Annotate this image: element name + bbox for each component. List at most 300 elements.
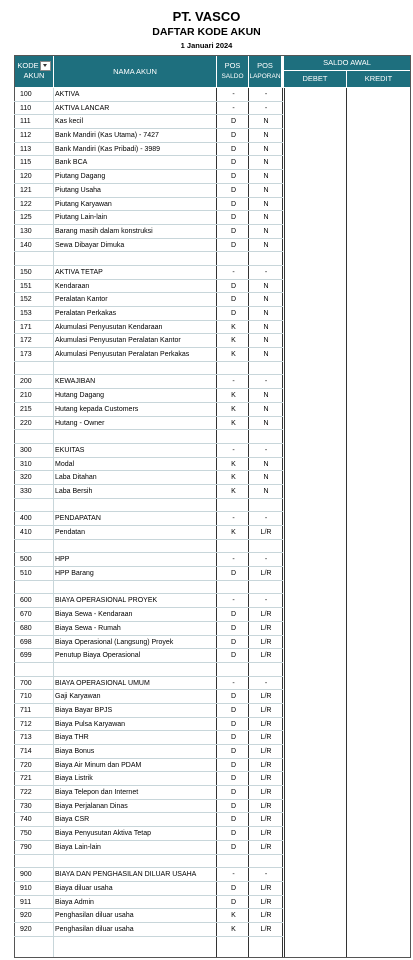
account-code: 711 <box>20 706 32 714</box>
account-code: 400 <box>20 515 32 523</box>
account-code: 200 <box>20 378 32 386</box>
pos-laporan: N <box>263 392 269 400</box>
account-name: Biaya Sewa - Rumah <box>55 624 121 632</box>
pos-saldo: D <box>230 761 237 769</box>
account-code: 750 <box>20 830 32 838</box>
table-row[interactable] <box>14 444 411 458</box>
account-name <box>55 855 215 869</box>
pos-laporan: L/R <box>260 761 272 769</box>
table-row[interactable] <box>14 471 411 485</box>
pos-saldo: D <box>230 734 237 742</box>
account-name: Peralatan Kantor <box>55 296 108 304</box>
pos-laporan: N <box>263 214 269 222</box>
pos-laporan: L/R <box>260 570 272 578</box>
account-name: Penghasilan diluar usaha <box>55 925 134 933</box>
account-name: Biaya diluar usaha <box>55 884 113 892</box>
table-row[interactable] <box>14 225 411 239</box>
account-name: Gaji Karyawan <box>55 693 101 701</box>
account-name: Penutup Biaya Operasional <box>55 652 141 660</box>
pos-saldo <box>218 430 249 444</box>
pos-saldo: D <box>230 830 237 838</box>
pos-laporan: N <box>263 419 269 427</box>
table-row[interactable] <box>14 731 411 745</box>
account-code: 911 <box>20 898 32 906</box>
account-name: Pendatan <box>55 529 85 536</box>
account-name: Biaya Admin <box>55 898 94 906</box>
table-row[interactable] <box>14 362 411 376</box>
account-code: 900 <box>20 871 32 879</box>
account-code: 714 <box>20 748 32 755</box>
pos-saldo: D <box>230 706 237 714</box>
table-row[interactable] <box>14 143 411 157</box>
account-name: Hutang - Owner <box>55 419 105 427</box>
pos-laporan <box>250 362 282 376</box>
document-date: 1 Januari 2024 <box>180 41 233 50</box>
pos-laporan: N <box>263 310 269 317</box>
pos-laporan: L/R <box>260 693 272 701</box>
table-row[interactable] <box>14 800 411 814</box>
pos-laporan: L/R <box>260 843 272 851</box>
account-name: BIAYA OPERASIONAL UMUM <box>55 679 150 687</box>
pos-laporan: N <box>263 132 269 140</box>
account-name: Bank Mandiri (Kas Utama) - 7427 <box>55 132 159 140</box>
table-row[interactable] <box>14 923 411 937</box>
account-name: BIAYA DAN PENGHASILAN DILUAR USAHA <box>55 871 197 879</box>
pos-saldo: D <box>230 802 237 810</box>
pos-laporan: L/R <box>260 748 272 755</box>
pos-laporan: N <box>263 351 269 359</box>
account-code: 790 <box>20 843 32 851</box>
pos-saldo: - <box>232 91 235 98</box>
pos-saldo: K <box>231 474 236 482</box>
account-code: 310 <box>20 460 32 468</box>
pos-saldo: D <box>230 296 237 304</box>
account-name: Biaya CSR <box>55 816 90 824</box>
account-name <box>55 581 215 595</box>
account-name: Biaya Air Minum dan PDAM <box>55 761 142 769</box>
account-name: Penghasilan diluar usaha <box>55 912 134 920</box>
account-name <box>55 663 215 677</box>
table-row[interactable] <box>14 677 411 691</box>
pos-saldo: - <box>232 515 235 523</box>
table-row[interactable] <box>14 307 411 321</box>
table-row[interactable] <box>14 88 411 102</box>
account-code: 122 <box>20 200 32 208</box>
account-code: 100 <box>20 91 32 98</box>
account-name: Biaya THR <box>55 734 89 742</box>
pos-saldo: D <box>230 843 237 851</box>
pos-saldo: - <box>232 556 235 564</box>
pos-laporan: L/R <box>260 638 272 646</box>
account-code <box>20 540 50 554</box>
pos-laporan: N <box>263 145 269 153</box>
account-name: Kendaraan <box>55 282 90 290</box>
pos-saldo: D <box>230 638 237 646</box>
table-row[interactable] <box>14 827 411 841</box>
table-row[interactable] <box>14 526 411 540</box>
account-code: 722 <box>20 789 32 797</box>
table-row[interactable] <box>14 184 411 198</box>
pos-saldo: - <box>232 268 235 276</box>
account-name: AKTIVA <box>55 91 80 98</box>
table-row[interactable] <box>14 759 411 773</box>
account-name <box>55 540 215 554</box>
pos-laporan: L/R <box>260 624 272 632</box>
table-row[interactable] <box>14 663 411 677</box>
account-name <box>55 430 215 444</box>
account-code: 120 <box>20 173 32 181</box>
pos-laporan: - <box>264 446 268 454</box>
account-code: 112 <box>20 132 32 140</box>
pos-saldo: - <box>232 446 235 454</box>
account-code: 140 <box>20 241 32 249</box>
account-name: KEWAJIBAN <box>55 378 96 386</box>
table-row[interactable] <box>14 334 411 348</box>
account-code: 171 <box>20 323 32 331</box>
table-row[interactable] <box>14 772 411 786</box>
table-row[interactable] <box>14 239 411 253</box>
account-name: Biaya Pulsa Karyawan <box>55 720 126 728</box>
pos-saldo: D <box>230 159 237 167</box>
pos-saldo: - <box>232 679 235 687</box>
table-row[interactable] <box>14 252 411 266</box>
account-name: Hutang Dagang <box>55 392 105 400</box>
filter-dropdown-icon[interactable] <box>40 61 51 71</box>
pos-saldo <box>218 252 249 266</box>
account-name: Kas kecil <box>55 118 84 126</box>
account-name: Biaya Telepon dan Internet <box>55 789 139 797</box>
account-name: Biaya Penyusutan Aktiva Tetap <box>55 830 151 838</box>
account-name: AKTIVA TETAP <box>55 268 103 276</box>
account-code: 713 <box>20 734 32 742</box>
account-code: 680 <box>20 624 32 632</box>
pos-saldo: D <box>230 186 237 194</box>
pos-saldo: K <box>231 351 236 359</box>
account-name: Laba Bersih <box>55 487 93 495</box>
account-code: 113 <box>20 145 32 153</box>
pos-saldo: K <box>231 337 236 345</box>
pos-saldo: D <box>230 173 237 181</box>
pos-saldo: D <box>230 118 237 126</box>
pos-saldo: D <box>230 789 237 797</box>
account-code <box>20 499 50 513</box>
pos-saldo: D <box>230 652 237 660</box>
pos-saldo: D <box>230 145 237 153</box>
table-row[interactable] <box>14 608 411 622</box>
account-name: Biaya Bayar BPJS <box>55 706 113 714</box>
account-name: Biaya Sewa - Kendaraan <box>55 611 133 619</box>
table-row[interactable] <box>14 293 411 307</box>
account-code <box>20 252 50 266</box>
pos-laporan: L/R <box>260 611 272 619</box>
pos-saldo: K <box>231 529 236 536</box>
account-name: Bank BCA <box>55 159 88 167</box>
pos-saldo: K <box>231 323 236 331</box>
table-row[interactable] <box>14 745 411 759</box>
table-row[interactable] <box>14 485 411 499</box>
account-code: 215 <box>20 405 32 413</box>
header-pos-laporan: POS LAPORAN <box>249 56 281 87</box>
table-row[interactable] <box>14 786 411 800</box>
account-name: Biaya Perjalanan Dinas <box>55 802 128 810</box>
account-name: Modal <box>55 460 75 468</box>
account-code: 740 <box>20 816 32 824</box>
pos-saldo: D <box>230 898 237 906</box>
pos-saldo: D <box>230 693 237 701</box>
table-row[interactable] <box>14 882 411 896</box>
table-row[interactable] <box>14 512 411 526</box>
pos-saldo: - <box>232 871 235 879</box>
account-code: 173 <box>20 351 32 359</box>
account-name: BIAYA OPERASIONAL PROYEK <box>55 597 158 605</box>
pos-saldo: - <box>232 104 235 112</box>
account-code: 320 <box>20 474 32 482</box>
account-code: 210 <box>20 392 32 400</box>
table-row[interactable] <box>14 348 411 362</box>
account-code: 220 <box>20 419 32 427</box>
table-row[interactable] <box>14 690 411 704</box>
account-name: Sewa Dibayar Dimuka <box>55 241 125 249</box>
pos-laporan: L/R <box>260 802 272 810</box>
table-row[interactable] <box>14 704 411 718</box>
pos-laporan: N <box>263 173 269 181</box>
pos-laporan: N <box>263 474 269 482</box>
account-code: 910 <box>20 884 32 892</box>
pos-laporan: L/R <box>260 652 272 660</box>
table-row[interactable] <box>14 403 411 417</box>
table-row[interactable] <box>14 636 411 650</box>
header-kredit: KREDIT <box>347 71 410 87</box>
table-row[interactable] <box>14 718 411 732</box>
pos-laporan: L/R <box>260 720 272 728</box>
pos-laporan: N <box>263 405 269 413</box>
pos-saldo: K <box>231 460 236 468</box>
account-name: Piutang Karyawan <box>55 200 112 208</box>
header-kode-akun[interactable]: KODE AKUN <box>15 56 53 87</box>
account-name: Piutang Usaha <box>55 186 101 194</box>
pos-laporan <box>250 663 282 677</box>
pos-laporan: L/R <box>260 898 272 906</box>
account-code: 698 <box>20 638 32 646</box>
pos-laporan: N <box>263 487 269 495</box>
pos-laporan: - <box>264 91 268 98</box>
pos-laporan: L/R <box>260 912 272 920</box>
pos-laporan: N <box>263 159 269 167</box>
table-row[interactable] <box>14 170 411 184</box>
table-row[interactable] <box>14 868 411 882</box>
account-name: Peralatan Perkakas <box>55 310 117 317</box>
account-code: 670 <box>20 611 32 619</box>
pos-saldo: K <box>231 912 236 920</box>
pos-laporan: N <box>263 296 269 304</box>
table-row[interactable] <box>14 102 411 116</box>
pos-saldo: D <box>230 214 237 222</box>
account-name: Akumulasi Penyusutan Kendaraan <box>55 323 163 331</box>
pos-laporan: L/R <box>260 884 272 892</box>
pos-saldo: K <box>231 419 236 427</box>
table-row[interactable] <box>14 321 411 335</box>
pos-laporan: L/R <box>260 775 272 783</box>
pos-saldo: D <box>230 200 237 208</box>
account-code: 110 <box>20 104 32 112</box>
account-code: 300 <box>20 446 32 454</box>
table-row[interactable] <box>14 211 411 225</box>
pos-laporan <box>250 430 282 444</box>
pos-saldo: D <box>230 132 237 140</box>
table-row[interactable] <box>14 540 411 554</box>
table-row[interactable] <box>14 115 411 129</box>
account-code: 150 <box>20 268 32 276</box>
pos-laporan: L/R <box>260 789 272 797</box>
account-code: 410 <box>20 529 32 536</box>
table-row[interactable] <box>14 841 411 855</box>
account-code: 125 <box>20 214 32 222</box>
document-title: DAFTAR KODE AKUN <box>152 26 261 38</box>
pos-saldo <box>218 499 249 513</box>
table-row[interactable] <box>14 909 411 923</box>
account-code: 151 <box>20 282 32 290</box>
account-code: 712 <box>20 720 32 728</box>
pos-saldo: D <box>230 816 237 824</box>
pos-laporan: N <box>263 200 269 208</box>
account-code: 920 <box>20 912 32 920</box>
account-name: Hutang kepada Customers <box>55 405 139 413</box>
account-name: Biaya Lain-lain <box>55 843 101 851</box>
table-row[interactable] <box>14 594 411 608</box>
pos-laporan: L/R <box>260 706 272 714</box>
account-code: 720 <box>20 761 32 769</box>
pos-saldo: D <box>230 570 237 578</box>
pos-laporan: L/R <box>260 734 272 742</box>
table-row[interactable] <box>14 156 411 170</box>
company-name: PT. VASCO <box>172 9 241 24</box>
account-name: Bank Mandiri (Kas Pribadi) - 3989 <box>55 145 161 153</box>
account-name <box>55 499 215 513</box>
table-row[interactable] <box>14 855 411 869</box>
account-code: 115 <box>20 159 32 167</box>
account-name: Biaya Operasional (Langsung) Proyek <box>55 638 174 646</box>
pos-laporan: N <box>263 118 269 126</box>
pos-laporan: N <box>263 337 269 345</box>
pos-laporan: - <box>264 268 268 276</box>
pos-saldo: K <box>231 392 236 400</box>
account-code: 500 <box>20 556 32 564</box>
pos-saldo: D <box>230 720 237 728</box>
pos-saldo: D <box>230 748 237 755</box>
account-name: Barang masih dalam konstruksi <box>55 227 153 235</box>
pos-saldo: K <box>231 925 236 933</box>
account-code <box>20 855 50 869</box>
account-code: 730 <box>20 802 32 810</box>
pos-saldo <box>218 663 249 677</box>
table-row[interactable] <box>14 553 411 567</box>
table-row[interactable] <box>14 389 411 403</box>
account-code: 700 <box>20 679 32 687</box>
header-nama-akun: NAMA AKUN <box>54 56 216 87</box>
account-name: HPP <box>55 556 70 564</box>
pos-saldo: - <box>232 597 235 605</box>
pos-saldo: D <box>230 884 237 892</box>
table-row[interactable] <box>14 567 411 581</box>
pos-laporan: N <box>263 241 269 249</box>
account-name: PENDAPATAN <box>55 515 101 523</box>
table-row[interactable] <box>14 430 411 444</box>
pos-laporan <box>250 581 282 595</box>
account-code: 510 <box>20 570 32 578</box>
account-name: Piutang Dagang <box>55 173 106 181</box>
pos-laporan: - <box>264 679 268 687</box>
table-row[interactable] <box>14 198 411 212</box>
table-row[interactable] <box>14 896 411 910</box>
account-code <box>20 362 50 376</box>
pos-laporan: L/R <box>260 925 272 933</box>
table-row[interactable] <box>14 649 411 663</box>
account-name <box>55 362 215 376</box>
account-name: Akumulasi Penyusutan Peralatan Kantor <box>55 337 181 345</box>
table-row[interactable] <box>14 499 411 513</box>
pos-laporan: - <box>264 378 268 386</box>
account-name: HPP Barang <box>55 570 94 578</box>
account-name: Biaya Bonus <box>55 748 95 755</box>
pos-saldo: D <box>230 241 237 249</box>
pos-laporan: - <box>264 556 268 564</box>
pos-saldo: D <box>230 282 237 290</box>
table-row[interactable] <box>14 129 411 143</box>
account-code: 721 <box>20 775 32 783</box>
pos-saldo: - <box>232 378 235 386</box>
table-row[interactable] <box>14 458 411 472</box>
pos-laporan <box>250 252 282 266</box>
table-row[interactable] <box>14 280 411 294</box>
pos-laporan <box>250 540 282 554</box>
pos-laporan: - <box>264 515 268 523</box>
table-row[interactable] <box>14 266 411 280</box>
table-row[interactable] <box>14 581 411 595</box>
account-code: 153 <box>20 310 32 317</box>
pos-laporan: - <box>264 871 268 879</box>
pos-laporan: L/R <box>260 529 272 536</box>
account-name: Laba Ditahan <box>55 474 97 482</box>
account-name <box>55 252 215 266</box>
table-row[interactable] <box>14 417 411 431</box>
account-name: Akumulasi Penyusutan Peralatan Perkakas <box>55 351 190 359</box>
account-name: AKTIVA LANCAR <box>55 104 110 112</box>
account-code: 152 <box>20 296 32 304</box>
header-pos-saldo: POS SALDO <box>217 56 248 87</box>
account-code: 130 <box>20 227 32 235</box>
table-row[interactable] <box>14 622 411 636</box>
account-code <box>20 430 50 444</box>
table-row[interactable] <box>14 375 411 389</box>
pos-saldo: D <box>230 775 237 783</box>
account-code: 121 <box>20 186 32 194</box>
pos-laporan: - <box>264 104 268 112</box>
pos-laporan: L/R <box>260 816 272 824</box>
pos-saldo <box>218 855 249 869</box>
pos-laporan: N <box>263 227 269 235</box>
pos-saldo: D <box>230 624 237 632</box>
account-code: 111 <box>20 118 31 126</box>
table-row[interactable] <box>14 813 411 827</box>
account-name: Biaya Listrik <box>55 775 93 783</box>
account-code: 699 <box>20 652 32 660</box>
account-code <box>20 581 50 595</box>
pos-laporan <box>250 855 282 869</box>
pos-laporan: N <box>263 186 269 194</box>
pos-laporan <box>250 499 282 513</box>
pos-saldo <box>218 540 249 554</box>
header-debet: DEBET <box>284 71 346 87</box>
